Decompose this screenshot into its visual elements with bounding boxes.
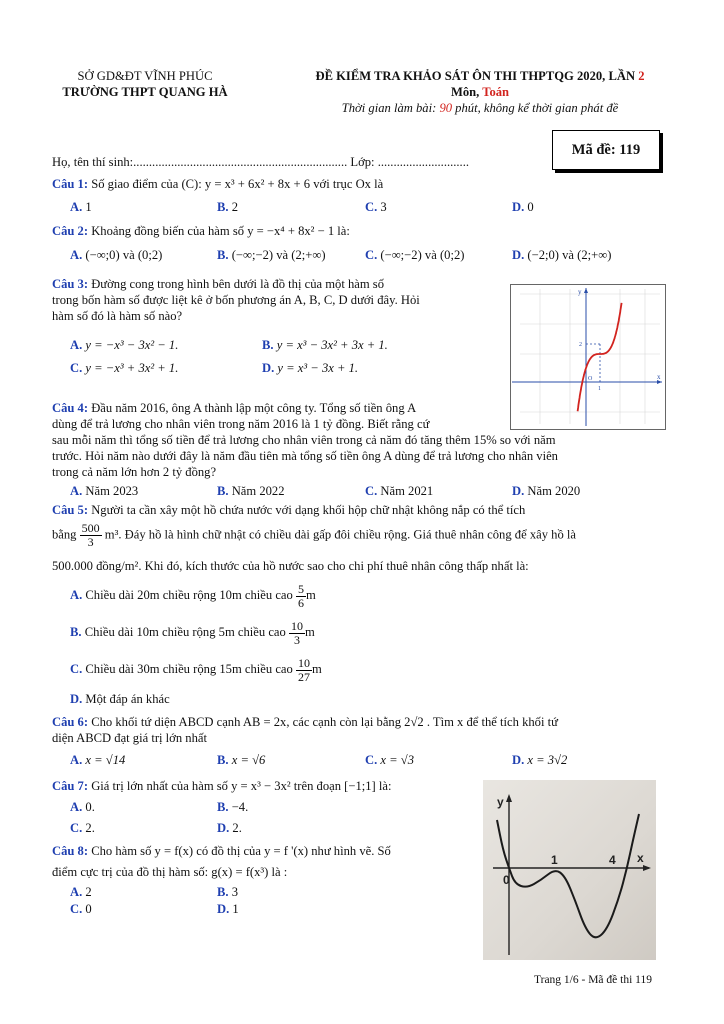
question-6-line-2: diện ABCD đạt giá trị lớn nhất — [52, 731, 207, 745]
y-axis-label: y — [497, 795, 504, 809]
q2-option-d[interactable]: D. (−2;0) và (2;+∞) — [512, 248, 612, 262]
question-4-line-4: trước. Hỏi năm nào dưới đây là năm đầu tiên mà tổng số tiền ông A dùng để trả lương cho nhân viên — [52, 449, 558, 463]
q1-option-a[interactable]: A. 1 — [70, 200, 92, 214]
q5-option-d[interactable]: D. Một đáp án khác — [70, 692, 170, 706]
q2-option-b[interactable]: B. (−∞;−2) và (2;+∞) — [217, 248, 326, 262]
tick-1-label: 1 — [551, 853, 558, 867]
question-4-line-2: dùng để trả lương cho nhân viên trong năm 2016 là 1 tỷ đồng. Biết rằng cứ — [52, 417, 430, 431]
question-4-line-3: sau mỗi năm thì tổng số tiền để trả lương cho nhân viên trong cả năm đó tăng thêm 15% so với năm — [52, 433, 556, 447]
student-info-line: Họ, tên thí sinh:.................................................................... Lớp: ............................. — [52, 155, 470, 169]
department-name: SỞ GD&ĐT VĨNH PHÚC — [77, 69, 213, 83]
q5-option-b[interactable]: B. Chiều dài 10m chiều rộng 5m chiều cao $\frac{10}{3}$ m — [70, 618, 315, 647]
question-3: Câu 3: Đường cong trong hình bên dưới là đồ thị của một hàm số — [52, 277, 385, 291]
header-left — [40, 68, 250, 100]
question-6: Câu 6: Cho khối tứ diện ABCD cạnh AB = 2x, các cạnh còn lại bằng 2√2 . Tìm x để thể tích khối tứ — [52, 715, 558, 729]
school-name: TRƯỜNG THPT QUANG HÀ — [62, 85, 228, 99]
question-4-line-5: trong cả năm lớn hơn 2 tỷ đồng? — [52, 465, 217, 479]
q1-option-b[interactable]: B. 2 — [217, 200, 238, 214]
question-5-line-3: 500.000 đồng/m². Khi đó, kích thước của hồ nước sao cho chi phí thuê nhân công thấp nhất là: — [52, 559, 529, 573]
q7-option-b[interactable]: B. −4. — [217, 800, 249, 814]
q6-option-b[interactable]: B. x = √6 — [217, 753, 266, 767]
q7-option-c[interactable]: C. 2. — [70, 821, 95, 835]
q1-option-d[interactable]: D. 0 — [512, 200, 534, 214]
q5-option-c[interactable]: C. Chiều dài 30m chiều rộng 15m chiều cao $\frac{10}{27}$ m — [70, 655, 322, 684]
q6-option-d[interactable]: D. x = 3√2 — [512, 753, 568, 767]
question-5: Câu 5: Người ta cần xây một hồ chứa nước với dạng khối hộp chữ nhật không nắp có thể tích — [52, 503, 526, 517]
question-5-line-2: bằng $\frac{500}{3}$ m³. Đáy hồ là hình chữ nhật có chiều dài gấp đôi chiều rộng. Giá thuê nhân công để xây hồ là — [52, 521, 576, 549]
origin-label: O — [588, 376, 593, 382]
question-1 — [52, 176, 702, 192]
q3-option-c[interactable]: C. y = −x³ + 3x² + 1. — [70, 361, 179, 375]
q8-option-a[interactable]: A. 2 — [70, 885, 92, 899]
q4-option-c[interactable]: C. Năm 2021 — [365, 484, 434, 498]
origin-label: 0 — [503, 873, 510, 887]
q4-option-b[interactable]: B. Năm 2022 — [217, 484, 285, 498]
q6-option-c[interactable]: C. x = √3 — [365, 753, 414, 767]
y-axis-label: y — [578, 288, 582, 296]
question-3-line-2: trong bốn hàm số được liệt kê ở bốn phương án A, B, C, D dưới đây. Hỏi — [52, 293, 420, 307]
question-text: Số giao điểm của (C): y = x³ + 6x² + 8x + 6 với trục Ox là — [91, 177, 384, 191]
question-7: Câu 7: Giá trị lớn nhất của hàm số y = x³ − 3x² trên đoạn [−1;1] là: — [52, 779, 392, 793]
q8-option-b[interactable]: B. 3 — [217, 885, 238, 899]
q8-derivative-graph — [483, 780, 656, 960]
q7-option-d[interactable]: D. 2. — [217, 821, 242, 835]
q5-option-a[interactable]: A. Chiều dài 20m chiều rộng 10m chiều cao $\frac{5}{6}$ m — [70, 581, 316, 610]
question-label: Câu 1: — [52, 177, 89, 191]
subject-line: Môn, Toán — [450, 85, 510, 99]
tick-4-label: 4 — [609, 853, 616, 867]
question-3-line-3: hàm số đó là hàm số nào? — [52, 309, 183, 323]
header-right — [270, 68, 690, 116]
q8-option-c[interactable]: C. 0 — [70, 902, 92, 916]
q2-option-c[interactable]: C. (−∞;−2) và (0;2) — [365, 248, 465, 262]
q3-cubic-graph — [510, 284, 666, 430]
tick-x-1: 1 — [598, 386, 601, 392]
q3-option-d[interactable]: D. y = x³ − 3x + 1. — [262, 361, 359, 375]
q4-option-d[interactable]: D. Năm 2020 — [512, 484, 581, 498]
question-2: Câu 2: Khoảng đồng biến của hàm số y = −x⁴ + 8x² − 1 là: — [52, 224, 350, 238]
q2-option-a[interactable]: A. (−∞;0) và (0;2) — [70, 248, 163, 262]
x-axis-label: x — [637, 851, 644, 865]
page-footer: Trang 1/6 - Mã đề thi 119 — [534, 974, 652, 986]
question-4: Câu 4: Đầu năm 2016, ông A thành lập một công ty. Tổng số tiền ông A — [52, 401, 417, 415]
q7-option-a[interactable]: A. 0. — [70, 800, 95, 814]
q4-option-a[interactable]: A. Năm 2023 — [70, 484, 139, 498]
q3-option-a[interactable]: A. y = −x³ − 3x² − 1. — [70, 338, 179, 352]
question-text: Khoảng đồng biến của hàm số y = −x⁴ + 8x² − 1 là: — [91, 224, 350, 238]
question-8: Câu 8: Cho hàm số y = f(x) có đồ thị của y = f '(x) như hình vẽ. Số — [52, 844, 391, 858]
question-8-line-2: điểm cực trị của đồ thị hàm số: g(x) = f(x³) là : — [52, 865, 288, 879]
q1-option-c[interactable]: C. 3 — [365, 200, 387, 214]
exam-code-box: Mã đề: 119 — [552, 130, 660, 170]
q8-option-d[interactable]: D. 1 — [217, 902, 239, 916]
time-line: Thời gian làm bài: 90 phút, không kể thời gian phát đề — [341, 101, 619, 115]
volume-fraction: $\frac{500}{3}$ — [81, 521, 100, 549]
q3-option-b[interactable]: B. y = x³ − 3x² + 3x + 1. — [262, 338, 388, 352]
x-axis-label: x — [657, 373, 661, 381]
tick-y-2: 2 — [579, 342, 582, 348]
exam-title: ĐỀ KIỂM TRA KHẢO SÁT ÔN THI THPTQG 2020, LẦN 2 — [315, 69, 645, 83]
q6-option-a[interactable]: A. x = √14 — [70, 753, 126, 767]
exam-round: 2 — [638, 69, 645, 83]
